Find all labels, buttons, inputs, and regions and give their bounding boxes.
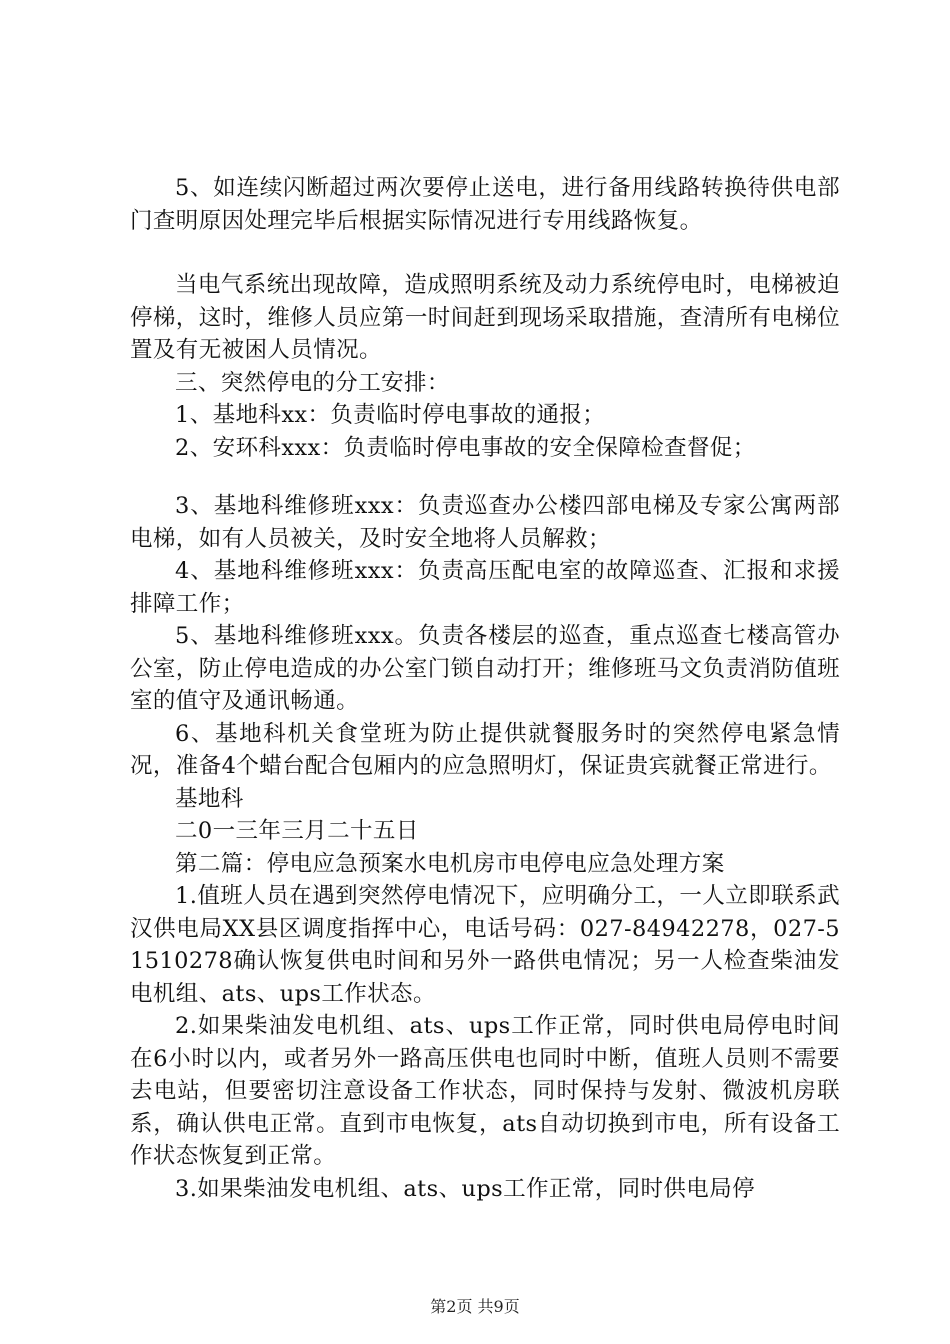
signature-date: 二0一三年三月二十五日 <box>175 818 419 844</box>
paragraph-duty-5: 5、基地科维修班xxx。负责各楼层的巡查，重点巡查七楼高管办公室，防止停电造成的办公室门锁自动打开；维修班马文负责消防值班室的值守及通讯畅通。 <box>130 623 840 714</box>
paragraph-duty-4: 4、基地科维修班xxx：负责高压配电室的故障巡查、汇报和求援排障工作； <box>130 558 840 617</box>
section-heading-duty-assignment: 三、突然停电的分工安排： <box>175 369 450 396</box>
paragraph-duty-3: 3、基地科维修班xxx：负责巡查办公楼四部电梯及专家公寓两部电梯，如有人员被关，及时安全地将人员解救； <box>130 493 840 552</box>
page-indicator: 第2页 共9页 <box>430 1297 520 1316</box>
paragraph-duty-2: 2、安环科xxx：负责临时停电事故的安全保障检查督促； <box>175 434 756 461</box>
document-body <box>130 172 840 1205</box>
paragraph-procedure-2: 2.如果柴油发电机组、ats、ups工作正常，同时供电局停电时间在6小时以内，或者另外一路高压供电也同时中断，值班人员则不需要去电站，但要密切注意设备工作状态，同时保持与发射、微波机房联系，确认供电正常。直到市电恢复，ats自动切换到市电，所有设备工作状态恢复到正常。 <box>130 1013 840 1169</box>
paragraph-duty-1: 1、基地科xx：负责临时停电事故的通报； <box>175 402 606 428</box>
paragraph-procedure-1: 1.值班人员在遇到突然停电情况下，应明确分工，一人立即联系武汉供电局XX县区调度指挥中心，电话号码：027-84942278，027-51510278确认恢复供电时间和另外一路供电情况；另一人检查柴油发电机组、ats、ups工作状态。 <box>130 883 840 1007</box>
page-footer <box>0 1297 950 1317</box>
paragraph-duty-6: 6、基地科机关食堂班为防止提供就餐服务时的突然停电紧急情况，准备4个蜡台配合包厢内的应急照明灯，保证贵宾就餐正常进行。 <box>130 720 840 779</box>
paragraph-elevator-fault: 当电气系统出现故障，造成照明系统及动力系统停电时，电梯被迫停梯，这时，维修人员应第一时间赶到现场采取措施，查清所有电梯位置及有无被困人员情况。 <box>130 272 840 363</box>
paragraph-procedure-3: 3.如果柴油发电机组、ats、ups工作正常，同时供电局停 <box>175 1175 756 1202</box>
signature-department: 基地科 <box>175 785 244 812</box>
paragraph-item-5-flicker: 5、如连续闪断超过两次要停止送电，进行备用线路转换待供电部门查明原因处理完毕后根据实际情况进行专用线路恢复。 <box>130 175 840 234</box>
section-title-part-two: 第二篇：停电应急预案水电机房市电停电应急处理方案 <box>175 850 725 877</box>
